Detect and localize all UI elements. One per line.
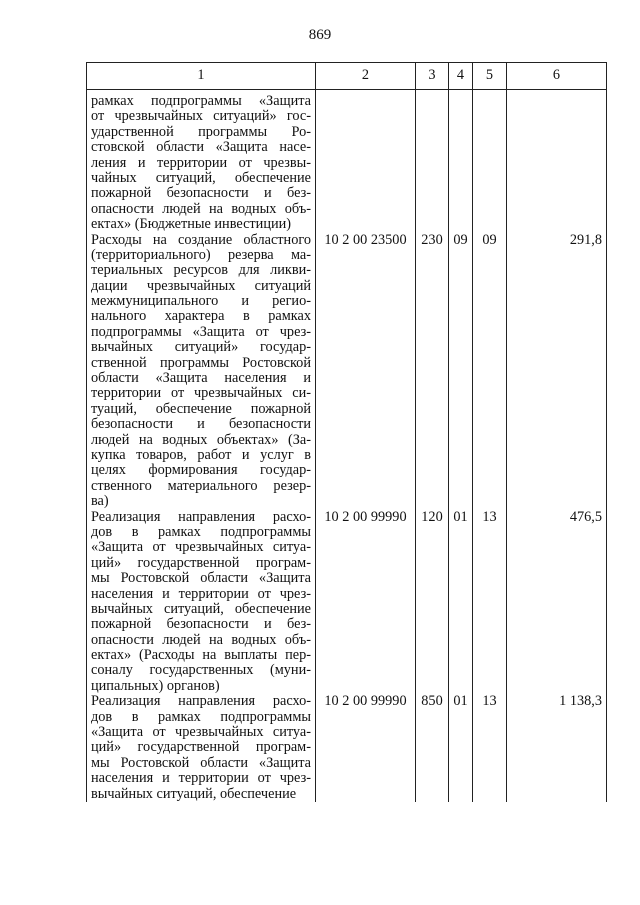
subsection-code: 13: [473, 510, 507, 695]
description-line: безопасности и безопасности: [91, 416, 311, 433]
description-line: дов в рамках подпрограммы: [91, 523, 311, 540]
description-line: Реализация направления расхо-: [91, 693, 311, 710]
description-line: ва): [91, 493, 109, 510]
target-article-code: [316, 90, 416, 233]
description-line: (территориального) резерва ма-: [91, 246, 311, 263]
description-line: ектах» (Расходы на выплаты пер-: [91, 647, 311, 664]
table-row: [87, 233, 607, 510]
description-line: пожарной безопасности и без-: [91, 616, 311, 633]
description-line: от чрезвычайных ситуаций» гос-: [91, 108, 311, 125]
target-article-code: 10 2 00 99990: [316, 694, 416, 802]
description-line: Расходы на создание областного: [91, 231, 311, 248]
description-line: ударственной программы Ро-: [91, 123, 311, 140]
description-line: чайных ситуаций, обеспечение: [91, 169, 311, 186]
description-line: «Защита от чрезвычайных ситуа-: [91, 539, 311, 556]
description-line: области «Защита населения и: [91, 370, 311, 387]
row-description: [87, 694, 316, 802]
description-line: межмуниципального и регио-: [91, 293, 311, 310]
description-line: териальных ресурсов для ликви-: [91, 262, 311, 279]
description-line: пожарной безопасности и без-: [91, 185, 311, 202]
description-line: мы Ростовской области «Защита: [91, 754, 311, 771]
description-line: «Защита от чрезвычайных ситуа-: [91, 724, 311, 741]
description-line: вычайных ситуаций, обеспечение: [91, 600, 311, 617]
description-line: Реализация направления расхо-: [91, 508, 311, 525]
amount-value: [507, 90, 607, 233]
row-description: [87, 90, 316, 233]
description-line: стовской области «Защита насе-: [91, 139, 311, 156]
target-article-code: 10 2 00 99990: [316, 510, 416, 695]
description-line: рамках подпрограммы «Защита: [91, 93, 311, 109]
target-article-code: 10 2 00 23500: [316, 233, 416, 510]
row-description: [87, 233, 316, 510]
subsection-code: 09: [473, 233, 507, 510]
section-code: 01: [449, 510, 473, 695]
table-body: [87, 90, 607, 802]
table-row: [87, 694, 607, 802]
header-col-5: 5: [473, 63, 507, 90]
description-line: мы Ростовской области «Защита: [91, 570, 311, 587]
description-line: целях формирования государ-: [91, 462, 311, 479]
header-row: [87, 63, 607, 90]
header-col-6: 6: [507, 63, 607, 90]
description-line: ций» государственной програм-: [91, 739, 311, 756]
description-line: людей на водных объектах» (За-: [91, 431, 311, 448]
expense-type-code: 120: [416, 510, 449, 695]
subsection-code: 13: [473, 694, 507, 802]
description-line: туаций, обеспечение пожарной: [91, 400, 311, 417]
description-line: дации чрезвычайных ситуаций: [91, 277, 311, 294]
amount-value: 1 138,3: [507, 694, 607, 802]
description-line: нального характера в рамках: [91, 308, 311, 325]
subsection-code: [473, 90, 507, 233]
amount-value: 476,5: [507, 510, 607, 695]
table-row: [87, 90, 607, 233]
expense-type-code: [416, 90, 449, 233]
description-line: ципальных) органов): [91, 677, 220, 694]
amount-value: 291,8: [507, 233, 607, 510]
description-line: ления и территории от чрезвы-: [91, 154, 311, 171]
page-number: 869: [308, 27, 332, 43]
expense-type-code: 230: [416, 233, 449, 510]
description-line: территории от чрезвычайных си-: [91, 385, 311, 402]
description-line: ектах» (Бюджетные инвестиции): [91, 216, 292, 233]
description-line: вычайных ситуаций» государ-: [91, 339, 311, 356]
description-line: дов в рамках подпрограммы: [91, 708, 311, 725]
description-line: купка товаров, работ и услуг в: [91, 446, 311, 463]
description-line: вычайных ситуаций, обеспечение: [91, 785, 297, 802]
description-line: населения и территории от чрез-: [91, 585, 311, 602]
header-col-1: 1: [87, 63, 316, 90]
table-row: [87, 510, 607, 695]
header-col-4: 4: [449, 63, 473, 90]
description-line: соналу государственных (муни-: [91, 662, 311, 679]
expense-type-code: 850: [416, 694, 449, 802]
description-line: ственного материального резер-: [91, 477, 311, 494]
section-code: 09: [449, 233, 473, 510]
header-col-2: 2: [316, 63, 416, 90]
description-line: ственной программы Ростовской: [91, 354, 311, 371]
description-line: опасности людей на водных объ-: [91, 200, 311, 217]
description-line: опасности людей на водных объ-: [91, 631, 311, 648]
budget-table: [86, 62, 607, 802]
description-line: ций» государственной програм-: [91, 554, 311, 571]
header-col-3: 3: [416, 63, 449, 90]
description-line: населения и территории от чрез-: [91, 770, 311, 787]
section-code: 01: [449, 694, 473, 802]
section-code: [449, 90, 473, 233]
row-description: [87, 510, 316, 695]
description-line: подпрограммы «Защита от чрез-: [91, 323, 311, 340]
